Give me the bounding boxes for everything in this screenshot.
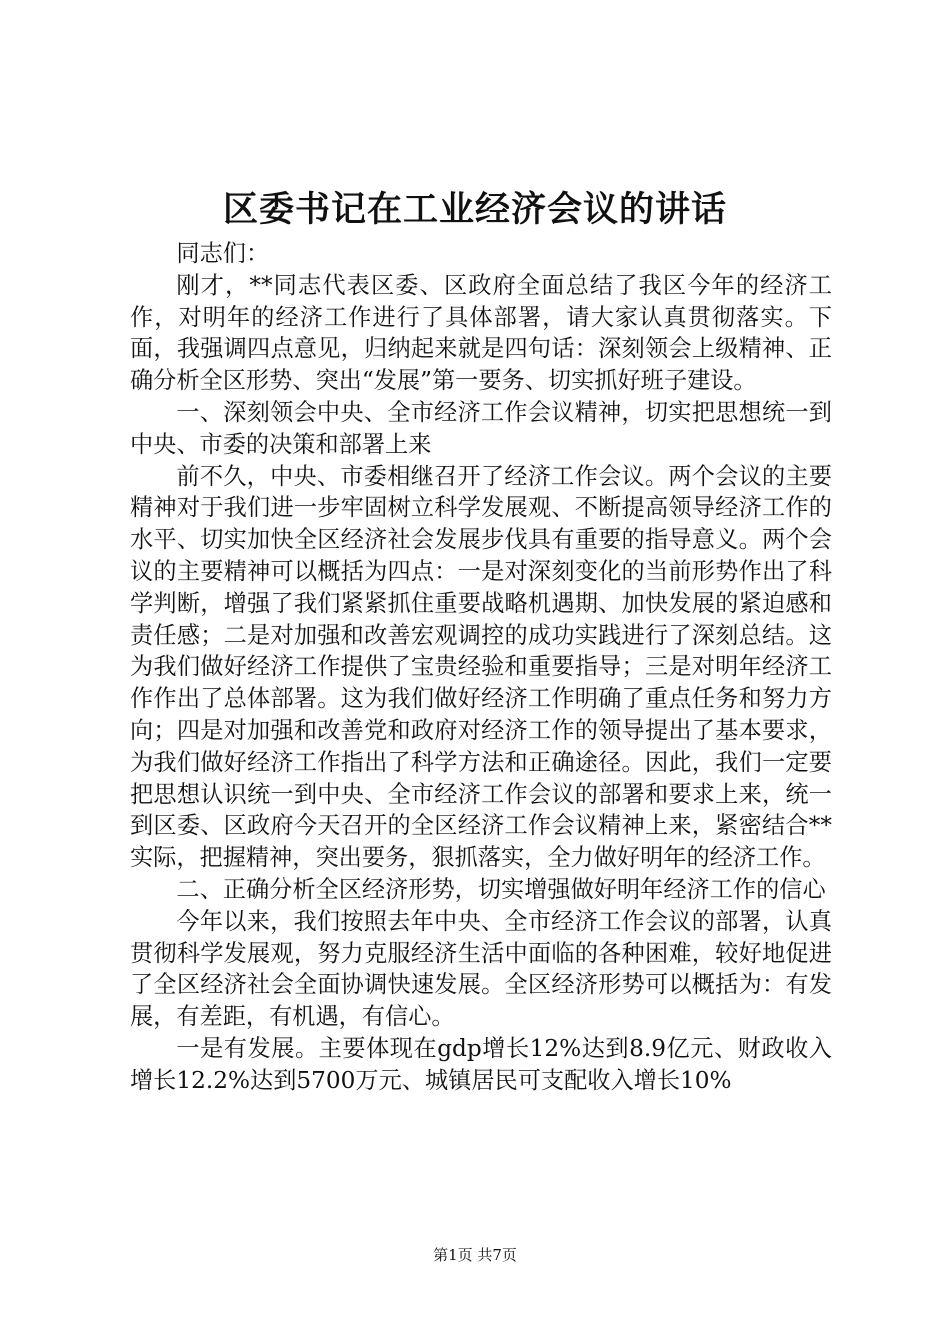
salutation-paragraph: 同志们： bbox=[176, 240, 270, 267]
intro-paragraph: 刚才，**同志代表区委、区政府全面总结了我区今年的经济工作，对明年的经济工作进行了具体部署，请大家认真贯彻落实。下面，我强调四点意见，归纳起来就是四句话：深刻领会上级精神、正确分析全区形势、突出“发展”第一要务、切实抓好班子建设。 bbox=[130, 271, 832, 395]
section-heading-2: 二、正确分析全区经济形势，切实增强做好明年经济工作的信心 bbox=[176, 875, 826, 903]
section-heading-1: 一、深刻领会中央、全市经济工作会议精神，切实把思想统一到中央、市委的决策和部署上来 bbox=[130, 398, 832, 458]
body-paragraph: 今年以来，我们按照去年中央、全市经济工作会议的部署，认真贯彻科学发展观，努力克服经济生活中面临的各种困难，较好地促进了全区经济社会全面协调快速发展。全区经济形势可以概括为：有发展，有差距，有机遇，有信心。 bbox=[130, 907, 832, 1031]
document-body bbox=[130, 238, 832, 1097]
document-title: 区委书记在工业经济会议的讲话 bbox=[222, 189, 727, 230]
body-paragraph: 前不久，中央、市委相继召开了经济工作会议。两个会议的主要精神对于我们进一步牢固树立科学发展观、不断提高领导经济工作的水平、切实加快全区经济社会发展步伐具有重要的指导意义。两个会议的主要精神可以概括为四点：一是对深刻变化的当前形势作出了科学判断，增强了我们紧紧抓住重要战略机遇期、加快发展的紧迫感和责任感；二是对加强和改善宏观调控的成功实践进行了深刻总结。这为我们做好经济工作提供了宝贵经验和重要指导；三是对明年经济工作作出了总体部署。这为我们做好经济工作明确了重点任务和努力方向；四是对加强和改善党和政府对经济工作的领导提出了基本要求，为我们做好经济工作指出了科学方法和正确途径。因此，我们一定要把思想认识统一到中央、全市经济工作会议的部署和要求上来，统一到区委、区政府今天召开的全区经济工作会议精神上来，紧密结合**实际，把握精神，突出要务，狠抓落实，全力做好明年的经济工作。 bbox=[130, 462, 832, 872]
page-number-footer: 第1页 共7页 bbox=[433, 1246, 517, 1264]
body-paragraph: 一是有发展。主要体现在gdp增长12%达到8.9亿元、财政收入增长12.2%达到5700万元、城镇居民可支配收入增长10% bbox=[130, 1034, 832, 1094]
